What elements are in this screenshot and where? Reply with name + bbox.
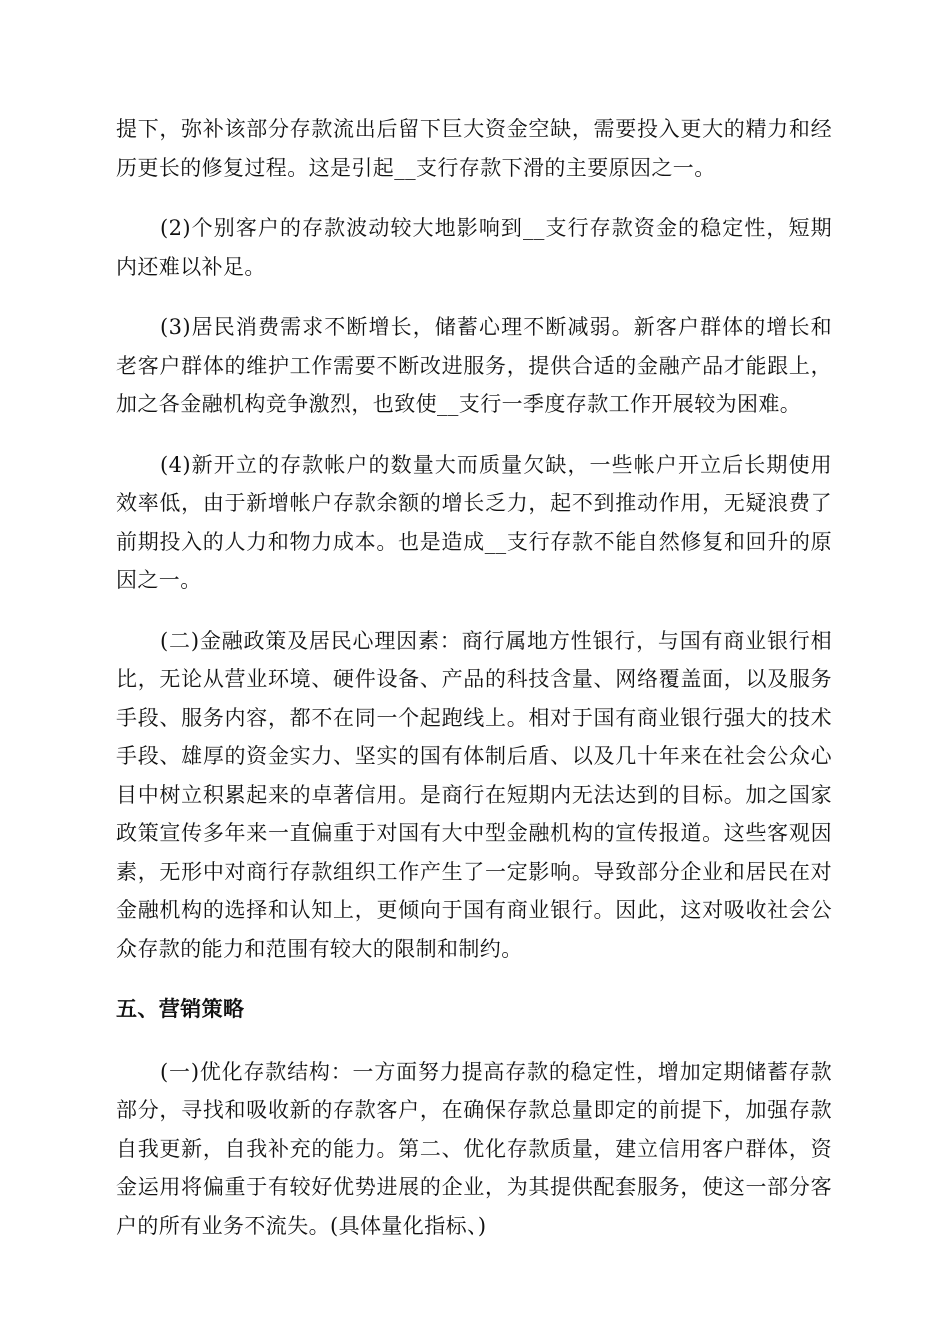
- paragraph-financial-policy: (二)金融政策及居民心理因素：商行属地方性银行，与国有商业银行相比，无论从营业环境、硬件设备、产品的科技含量、网络覆盖面，以及服务手段、服务内容，都不在同一个起跑线上。相对于国有商业银行强大的技术手段、雄厚的资金实力、坚实的国有体制后盾、以及几十年来在社会公众心目中树立积累起来的卓著信用。是商行在短期内无法达到的目标。加之国家政策宣传多年来一直偏重于对国有大中型金融机构的宣传报道。这些客观因素，无形中对商行存款组织工作产生了一定影响。导致部分企业和居民在对金融机构的选择和认知上，更倾向于国有商业银行。因此，这对吸收社会公众存款的能力和范围有较大的限制和制约。: [116, 628, 832, 961]
- paragraph-item-4: (4)新开立的存款帐户的数量大而质量欠缺，一些帐户开立后长期使用效率低，由于新增帐户存款余额的增长乏力，起不到推动作用，无疑浪费了前期投入的人力和物力成本。也是造成__支行存款不能自然修复和回升的原因之一。: [116, 452, 832, 592]
- paragraph-item-3: (3)居民消费需求不断增长，储蓄心理不断减弱。新客户群体的增长和老客户群体的维护工作需要不断改进服务，提供合适的金融产品才能跟上，加之各金融机构竞争激烈，也致使__支行一季度存款工作开展较为困难。: [116, 315, 832, 416]
- document-body: [116, 110, 832, 1267]
- paragraph-item-2: (2)个别客户的存款波动较大地影响到__支行存款资金的稳定性，短期内还难以补足。: [116, 216, 832, 279]
- paragraph-optimize-deposit-structure: (一)优化存款结构：一方面努力提高存款的稳定性，增加定期储蓄存款部分，寻找和吸收新的存款客户，在确保存款总量即定的前提下，加强存款自我更新，自我补充的能力。第二、优化存款质量，建立信用客户群体，资金运用将偏重于有较好优势进展的企业，为其提供配套服务，使这一部分客户的所有业务不流失。(具体量化指标、): [116, 1059, 832, 1238]
- paragraph-continuation: 提下，弥补该部分存款流出后留下巨大资金空缺，需要投入更大的精力和经历更长的修复过程。这是引起__支行存款下滑的主要原因之一。: [116, 117, 832, 180]
- section-heading-marketing-strategy: 五、营销策略: [116, 997, 245, 1021]
